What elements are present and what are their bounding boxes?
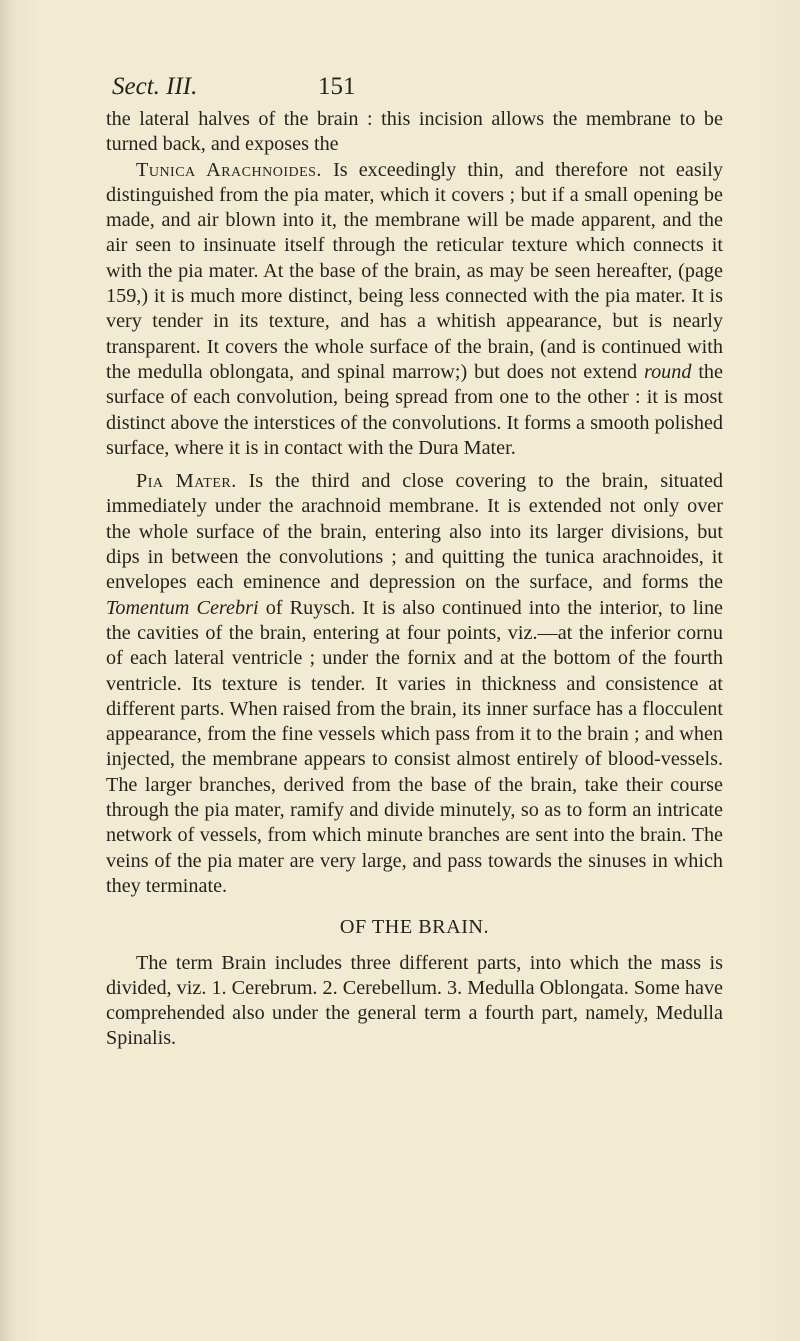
- paragraph-tunica-arachnoides: [106, 158, 723, 462]
- paragraph-text: Is exceedingly thin, and therefore not easily distinguished from the pia mater, which it covers ; but if a small opening be made, and air blown into it, the membrane will be made apparent, and the air seen to insinuate itself through the reticular texture which connects it with the pia mater. At the base of the brain, as may be seen hereafter, (page 159,) it is much more distinct, being less connected with the pia mater. It is very tender in its texture, and has a whitish appearance, but is nearly transparent. It covers the whole surface of the brain, (and is continued with the medulla oblongata, and spinal marrow;) but does not extend: [106, 158, 723, 383]
- term-tunica-arachnoides: Tunica Arachnoides.: [136, 158, 322, 181]
- paragraph-text: Is the third and close covering to the brain, situated immediately under the arachnoid membrane. It is extended not only over the whole surface of the brain, entering also into its larger divisions, but dips in between the convolutions ; and quitting the tunica arachnoides, it envelopes each eminence and depression on the surface, and forms the: [106, 470, 723, 594]
- paragraph-text: the lateral halves of the brain : this incision allows the membrane to be turned back, and exposes the: [106, 108, 723, 156]
- paragraph-text: of Ruysch. It is also continued into the interior, to line the cavities of the brain, entering at four points, viz.—at the inferior cornu of each lateral ventricle ; under the fornix and at the bottom of the fourth ventricle. Its texture is tender. It varies in thickness and consistence at different parts. When raised from the brain, its inner surface has a flocculent appearance, from the fine vessels which pass from it to the brain ; and when injected, the membrane appears to consist almost entirely of blood-vessels. The larger branches, derived from the base of the brain, take their course through the pia mater, ramify and divide minutely, so as to form an intricate network of vessels, from which minute branches are sent into the brain. The veins of the pia mater are very large, and pass towards the sinuses in which they terminate.: [106, 596, 723, 897]
- italic-word: round: [643, 360, 692, 383]
- paragraph-brain: [106, 951, 723, 1052]
- paragraph-gap: [106, 461, 723, 469]
- body-text: [106, 107, 723, 1052]
- section-label: Sect. III.: [112, 73, 198, 100]
- section-heading: OF THE BRAIN.: [339, 916, 490, 939]
- paragraph-continuation: [106, 107, 723, 158]
- paragraph-pia-mater: [106, 469, 723, 899]
- page-number: 151: [318, 73, 356, 100]
- running-head: [112, 72, 712, 102]
- paragraph-text: The term Brain includes three different parts, into which the mass is divided, viz. 1. Cerebrum. 2. Cerebellum. 3. Medulla Oblongata. Some have comprehended also under the general term a fourth part, namely, Medulla Spinalis.: [106, 951, 723, 1050]
- paragraph-text: the surface of each convolution, being spread from one to the other : it is most distinct above the interstices of the convolutions. It forms a smooth polished surface, where it is in contact with the Dura Mater.: [106, 360, 723, 459]
- term-pia-mater: Pia Mater.: [136, 470, 237, 493]
- italic-term: Tomentum Cerebri: [106, 596, 259, 619]
